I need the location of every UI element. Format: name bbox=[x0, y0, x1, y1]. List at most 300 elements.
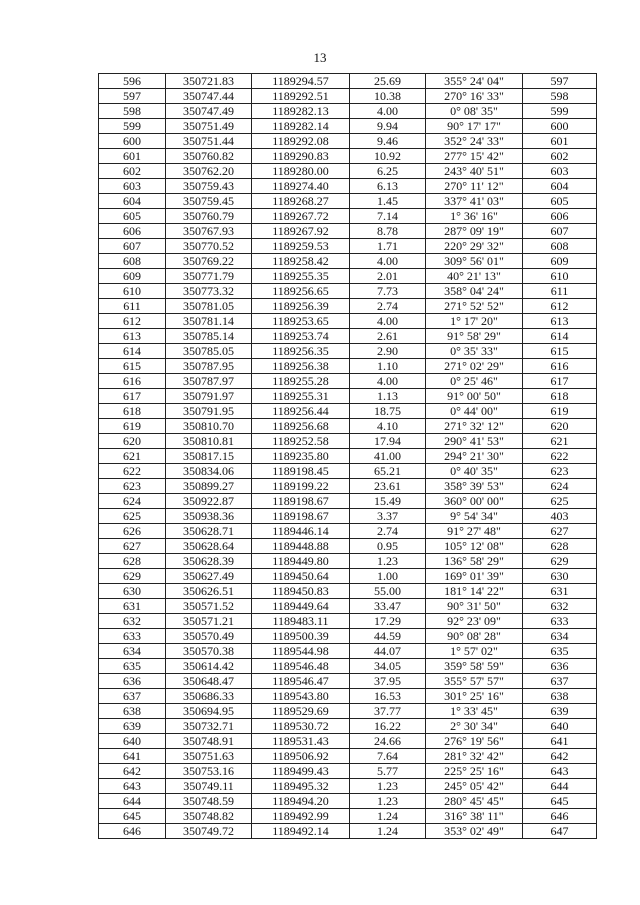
y-coordinate-cell: 1189294.57 bbox=[252, 74, 350, 89]
table-row bbox=[99, 764, 597, 779]
point-from-cell: 631 bbox=[99, 599, 166, 614]
point-from-cell: 623 bbox=[99, 479, 166, 494]
point-to-cell: 635 bbox=[523, 644, 597, 659]
distance-cell: 16.53 bbox=[350, 689, 426, 704]
table-row bbox=[99, 599, 597, 614]
bearing-cell: 40° 21' 13" bbox=[426, 269, 523, 284]
point-to-cell: 602 bbox=[523, 149, 597, 164]
distance-cell: 1.45 bbox=[350, 194, 426, 209]
y-coordinate-cell: 1189198.45 bbox=[252, 464, 350, 479]
y-coordinate-cell: 1189253.65 bbox=[252, 314, 350, 329]
point-to-cell: 641 bbox=[523, 734, 597, 749]
table-row bbox=[99, 719, 597, 734]
point-from-cell: 612 bbox=[99, 314, 166, 329]
distance-cell: 2.61 bbox=[350, 329, 426, 344]
table-row bbox=[99, 224, 597, 239]
table-row bbox=[99, 134, 597, 149]
point-to-cell: 621 bbox=[523, 434, 597, 449]
point-to-cell: 633 bbox=[523, 614, 597, 629]
y-coordinate-cell: 1189492.99 bbox=[252, 809, 350, 824]
y-coordinate-cell: 1189256.38 bbox=[252, 359, 350, 374]
bearing-cell: 360° 00' 00" bbox=[426, 494, 523, 509]
y-coordinate-cell: 1189256.65 bbox=[252, 284, 350, 299]
bearing-cell: 105° 12' 08" bbox=[426, 539, 523, 554]
point-to-cell: 598 bbox=[523, 89, 597, 104]
table-row bbox=[99, 509, 597, 524]
y-coordinate-cell: 1189267.92 bbox=[252, 224, 350, 239]
bearing-cell: 290° 41' 53" bbox=[426, 434, 523, 449]
x-coordinate-cell: 350614.42 bbox=[166, 659, 252, 674]
point-to-cell: 614 bbox=[523, 329, 597, 344]
bearing-cell: 0° 40' 35" bbox=[426, 464, 523, 479]
point-from-cell: 600 bbox=[99, 134, 166, 149]
distance-cell: 33.47 bbox=[350, 599, 426, 614]
y-coordinate-cell: 1189252.58 bbox=[252, 434, 350, 449]
x-coordinate-cell: 350749.72 bbox=[166, 824, 252, 839]
x-coordinate-cell: 350751.63 bbox=[166, 749, 252, 764]
x-coordinate-cell: 350571.21 bbox=[166, 614, 252, 629]
point-to-cell: 600 bbox=[523, 119, 597, 134]
bearing-cell: 316° 38' 11" bbox=[426, 809, 523, 824]
table-row bbox=[99, 344, 597, 359]
bearing-cell: 91° 00' 50" bbox=[426, 389, 523, 404]
x-coordinate-cell: 350781.05 bbox=[166, 299, 252, 314]
point-from-cell: 626 bbox=[99, 524, 166, 539]
distance-cell: 10.92 bbox=[350, 149, 426, 164]
distance-cell: 2.74 bbox=[350, 299, 426, 314]
x-coordinate-cell: 350787.95 bbox=[166, 359, 252, 374]
distance-cell: 1.24 bbox=[350, 809, 426, 824]
distance-cell: 2.74 bbox=[350, 524, 426, 539]
survey-coordinates-table bbox=[98, 73, 597, 839]
x-coordinate-cell: 350628.39 bbox=[166, 554, 252, 569]
point-from-cell: 608 bbox=[99, 254, 166, 269]
distance-cell: 1.23 bbox=[350, 554, 426, 569]
bearing-cell: 287° 09' 19" bbox=[426, 224, 523, 239]
y-coordinate-cell: 1189543.80 bbox=[252, 689, 350, 704]
distance-cell: 1.00 bbox=[350, 569, 426, 584]
distance-cell: 1.13 bbox=[350, 389, 426, 404]
distance-cell: 17.94 bbox=[350, 434, 426, 449]
x-coordinate-cell: 350759.45 bbox=[166, 194, 252, 209]
bearing-cell: 355° 57' 57" bbox=[426, 674, 523, 689]
x-coordinate-cell: 350791.95 bbox=[166, 404, 252, 419]
x-coordinate-cell: 350748.91 bbox=[166, 734, 252, 749]
distance-cell: 44.59 bbox=[350, 629, 426, 644]
distance-cell: 6.13 bbox=[350, 179, 426, 194]
table-row bbox=[99, 389, 597, 404]
y-coordinate-cell: 1189198.67 bbox=[252, 509, 350, 524]
point-to-cell: 640 bbox=[523, 719, 597, 734]
point-to-cell: 636 bbox=[523, 659, 597, 674]
table-row bbox=[99, 209, 597, 224]
table-row bbox=[99, 569, 597, 584]
bearing-cell: 169° 01' 39" bbox=[426, 569, 523, 584]
x-coordinate-cell: 350762.20 bbox=[166, 164, 252, 179]
bearing-cell: 9° 54' 34" bbox=[426, 509, 523, 524]
bearing-cell: 309° 56' 01" bbox=[426, 254, 523, 269]
distance-cell: 4.00 bbox=[350, 314, 426, 329]
table-row bbox=[99, 749, 597, 764]
point-from-cell: 638 bbox=[99, 704, 166, 719]
y-coordinate-cell: 1189255.28 bbox=[252, 374, 350, 389]
point-from-cell: 622 bbox=[99, 464, 166, 479]
table-row bbox=[99, 269, 597, 284]
point-from-cell: 639 bbox=[99, 719, 166, 734]
point-to-cell: 623 bbox=[523, 464, 597, 479]
point-from-cell: 601 bbox=[99, 149, 166, 164]
y-coordinate-cell: 1189494.20 bbox=[252, 794, 350, 809]
y-coordinate-cell: 1189492.14 bbox=[252, 824, 350, 839]
distance-cell: 25.69 bbox=[350, 74, 426, 89]
point-to-cell: 632 bbox=[523, 599, 597, 614]
point-to-cell: 597 bbox=[523, 74, 597, 89]
point-from-cell: 596 bbox=[99, 74, 166, 89]
table-row bbox=[99, 584, 597, 599]
distance-cell: 34.05 bbox=[350, 659, 426, 674]
point-from-cell: 613 bbox=[99, 329, 166, 344]
point-to-cell: 613 bbox=[523, 314, 597, 329]
distance-cell: 4.00 bbox=[350, 254, 426, 269]
bearing-cell: 359° 58' 59" bbox=[426, 659, 523, 674]
x-coordinate-cell: 350732.71 bbox=[166, 719, 252, 734]
point-from-cell: 605 bbox=[99, 209, 166, 224]
x-coordinate-cell: 350767.93 bbox=[166, 224, 252, 239]
y-coordinate-cell: 1189199.22 bbox=[252, 479, 350, 494]
point-from-cell: 636 bbox=[99, 674, 166, 689]
x-coordinate-cell: 350694.95 bbox=[166, 704, 252, 719]
bearing-cell: 271° 52' 52" bbox=[426, 299, 523, 314]
table-row bbox=[99, 434, 597, 449]
point-from-cell: 628 bbox=[99, 554, 166, 569]
point-to-cell: 622 bbox=[523, 449, 597, 464]
bearing-cell: 271° 32' 12" bbox=[426, 419, 523, 434]
y-coordinate-cell: 1189499.43 bbox=[252, 764, 350, 779]
distance-cell: 44.07 bbox=[350, 644, 426, 659]
point-from-cell: 640 bbox=[99, 734, 166, 749]
point-to-cell: 617 bbox=[523, 374, 597, 389]
table-row bbox=[99, 359, 597, 374]
table-row bbox=[99, 809, 597, 824]
y-coordinate-cell: 1189446.14 bbox=[252, 524, 350, 539]
x-coordinate-cell: 350810.70 bbox=[166, 419, 252, 434]
x-coordinate-cell: 350834.06 bbox=[166, 464, 252, 479]
point-from-cell: 635 bbox=[99, 659, 166, 674]
point-to-cell: 615 bbox=[523, 344, 597, 359]
bearing-cell: 294° 21' 30" bbox=[426, 449, 523, 464]
distance-cell: 10.38 bbox=[350, 89, 426, 104]
distance-cell: 17.29 bbox=[350, 614, 426, 629]
table-row bbox=[99, 119, 597, 134]
point-to-cell: 616 bbox=[523, 359, 597, 374]
x-coordinate-cell: 350938.36 bbox=[166, 509, 252, 524]
point-from-cell: 597 bbox=[99, 89, 166, 104]
point-from-cell: 645 bbox=[99, 809, 166, 824]
point-to-cell: 630 bbox=[523, 569, 597, 584]
x-coordinate-cell: 350769.22 bbox=[166, 254, 252, 269]
point-to-cell: 607 bbox=[523, 224, 597, 239]
distance-cell: 2.01 bbox=[350, 269, 426, 284]
point-to-cell: 634 bbox=[523, 629, 597, 644]
point-from-cell: 634 bbox=[99, 644, 166, 659]
x-coordinate-cell: 350571.52 bbox=[166, 599, 252, 614]
y-coordinate-cell: 1189256.39 bbox=[252, 299, 350, 314]
point-to-cell: 609 bbox=[523, 254, 597, 269]
distance-cell: 18.75 bbox=[350, 404, 426, 419]
bearing-cell: 1° 36' 16" bbox=[426, 209, 523, 224]
table-row bbox=[99, 674, 597, 689]
bearing-cell: 276° 19' 56" bbox=[426, 734, 523, 749]
point-from-cell: 642 bbox=[99, 764, 166, 779]
bearing-cell: 91° 58' 29" bbox=[426, 329, 523, 344]
table-row bbox=[99, 164, 597, 179]
y-coordinate-cell: 1189268.27 bbox=[252, 194, 350, 209]
table-row bbox=[99, 614, 597, 629]
y-coordinate-cell: 1189546.48 bbox=[252, 659, 350, 674]
y-coordinate-cell: 1189235.80 bbox=[252, 449, 350, 464]
y-coordinate-cell: 1189546.47 bbox=[252, 674, 350, 689]
point-from-cell: 632 bbox=[99, 614, 166, 629]
distance-cell: 7.73 bbox=[350, 284, 426, 299]
bearing-cell: 1° 57' 02" bbox=[426, 644, 523, 659]
bearing-cell: 353° 02' 49" bbox=[426, 824, 523, 839]
bearing-cell: 90° 31' 50" bbox=[426, 599, 523, 614]
bearing-cell: 355° 24' 04" bbox=[426, 74, 523, 89]
y-coordinate-cell: 1189267.72 bbox=[252, 209, 350, 224]
distance-cell: 1.24 bbox=[350, 824, 426, 839]
point-to-cell: 624 bbox=[523, 479, 597, 494]
point-to-cell: 647 bbox=[523, 824, 597, 839]
point-from-cell: 599 bbox=[99, 119, 166, 134]
distance-cell: 23.61 bbox=[350, 479, 426, 494]
x-coordinate-cell: 350748.82 bbox=[166, 809, 252, 824]
x-coordinate-cell: 350626.51 bbox=[166, 584, 252, 599]
x-coordinate-cell: 350749.11 bbox=[166, 779, 252, 794]
point-from-cell: 630 bbox=[99, 584, 166, 599]
distance-cell: 0.95 bbox=[350, 539, 426, 554]
table-row bbox=[99, 554, 597, 569]
table-row bbox=[99, 629, 597, 644]
point-from-cell: 609 bbox=[99, 269, 166, 284]
table-row bbox=[99, 299, 597, 314]
bearing-cell: 277° 15' 42" bbox=[426, 149, 523, 164]
table-row bbox=[99, 254, 597, 269]
y-coordinate-cell: 1189495.32 bbox=[252, 779, 350, 794]
x-coordinate-cell: 350648.47 bbox=[166, 674, 252, 689]
point-from-cell: 621 bbox=[99, 449, 166, 464]
point-to-cell: 628 bbox=[523, 539, 597, 554]
table-row bbox=[99, 464, 597, 479]
y-coordinate-cell: 1189544.98 bbox=[252, 644, 350, 659]
bearing-cell: 358° 39' 53" bbox=[426, 479, 523, 494]
table-row bbox=[99, 74, 597, 89]
point-from-cell: 619 bbox=[99, 419, 166, 434]
table-row bbox=[99, 524, 597, 539]
bearing-cell: 352° 24' 33" bbox=[426, 134, 523, 149]
bearing-cell: 0° 35' 33" bbox=[426, 344, 523, 359]
point-to-cell: 629 bbox=[523, 554, 597, 569]
point-from-cell: 646 bbox=[99, 824, 166, 839]
point-to-cell: 645 bbox=[523, 794, 597, 809]
distance-cell: 7.64 bbox=[350, 749, 426, 764]
y-coordinate-cell: 1189448.88 bbox=[252, 539, 350, 554]
bearing-cell: 281° 32' 42" bbox=[426, 749, 523, 764]
x-coordinate-cell: 350570.49 bbox=[166, 629, 252, 644]
bearing-cell: 358° 04' 24" bbox=[426, 284, 523, 299]
point-to-cell: 637 bbox=[523, 674, 597, 689]
distance-cell: 5.77 bbox=[350, 764, 426, 779]
table-row bbox=[99, 314, 597, 329]
point-from-cell: 616 bbox=[99, 374, 166, 389]
bearing-cell: 270° 16' 33" bbox=[426, 89, 523, 104]
distance-cell: 9.94 bbox=[350, 119, 426, 134]
point-to-cell: 618 bbox=[523, 389, 597, 404]
point-to-cell: 620 bbox=[523, 419, 597, 434]
point-from-cell: 643 bbox=[99, 779, 166, 794]
x-coordinate-cell: 350817.15 bbox=[166, 449, 252, 464]
bearing-cell: 92° 23' 09" bbox=[426, 614, 523, 629]
point-to-cell: 642 bbox=[523, 749, 597, 764]
point-from-cell: 607 bbox=[99, 239, 166, 254]
point-from-cell: 617 bbox=[99, 389, 166, 404]
bearing-cell: 271° 02' 29" bbox=[426, 359, 523, 374]
point-from-cell: 629 bbox=[99, 569, 166, 584]
y-coordinate-cell: 1189450.64 bbox=[252, 569, 350, 584]
distance-cell: 4.10 bbox=[350, 419, 426, 434]
distance-cell: 37.77 bbox=[350, 704, 426, 719]
point-from-cell: 618 bbox=[99, 404, 166, 419]
x-coordinate-cell: 350773.32 bbox=[166, 284, 252, 299]
point-from-cell: 604 bbox=[99, 194, 166, 209]
point-to-cell: 611 bbox=[523, 284, 597, 299]
point-from-cell: 603 bbox=[99, 179, 166, 194]
x-coordinate-cell: 350748.59 bbox=[166, 794, 252, 809]
point-from-cell: 644 bbox=[99, 794, 166, 809]
distance-cell: 7.14 bbox=[350, 209, 426, 224]
table-row bbox=[99, 194, 597, 209]
bearing-cell: 0° 44' 00" bbox=[426, 404, 523, 419]
table-row bbox=[99, 239, 597, 254]
bearing-cell: 0° 08' 35" bbox=[426, 104, 523, 119]
x-coordinate-cell: 350570.38 bbox=[166, 644, 252, 659]
point-from-cell: 620 bbox=[99, 434, 166, 449]
table-row bbox=[99, 779, 597, 794]
point-from-cell: 624 bbox=[99, 494, 166, 509]
point-from-cell: 610 bbox=[99, 284, 166, 299]
x-coordinate-cell: 350781.14 bbox=[166, 314, 252, 329]
point-to-cell: 601 bbox=[523, 134, 597, 149]
point-from-cell: 637 bbox=[99, 689, 166, 704]
y-coordinate-cell: 1189259.53 bbox=[252, 239, 350, 254]
point-from-cell: 611 bbox=[99, 299, 166, 314]
y-coordinate-cell: 1189280.00 bbox=[252, 164, 350, 179]
table-row bbox=[99, 539, 597, 554]
x-coordinate-cell: 350751.44 bbox=[166, 134, 252, 149]
table-row bbox=[99, 479, 597, 494]
x-coordinate-cell: 350747.49 bbox=[166, 104, 252, 119]
y-coordinate-cell: 1189530.72 bbox=[252, 719, 350, 734]
y-coordinate-cell: 1189292.51 bbox=[252, 89, 350, 104]
bearing-cell: 245° 05' 42" bbox=[426, 779, 523, 794]
table-row bbox=[99, 374, 597, 389]
point-to-cell: 625 bbox=[523, 494, 597, 509]
x-coordinate-cell: 350787.97 bbox=[166, 374, 252, 389]
table-row bbox=[99, 824, 597, 839]
point-to-cell: 639 bbox=[523, 704, 597, 719]
table-row bbox=[99, 659, 597, 674]
table-row bbox=[99, 149, 597, 164]
y-coordinate-cell: 1189506.92 bbox=[252, 749, 350, 764]
bearing-cell: 136° 58' 29" bbox=[426, 554, 523, 569]
table-row bbox=[99, 329, 597, 344]
page-number: 13 bbox=[313, 50, 327, 65]
point-to-cell: 608 bbox=[523, 239, 597, 254]
bearing-cell: 1° 33' 45" bbox=[426, 704, 523, 719]
y-coordinate-cell: 1189282.13 bbox=[252, 104, 350, 119]
table-row bbox=[99, 419, 597, 434]
bearing-cell: 243° 40' 51" bbox=[426, 164, 523, 179]
point-from-cell: 614 bbox=[99, 344, 166, 359]
point-from-cell: 615 bbox=[99, 359, 166, 374]
distance-cell: 65.21 bbox=[350, 464, 426, 479]
point-to-cell: 606 bbox=[523, 209, 597, 224]
distance-cell: 3.37 bbox=[350, 509, 426, 524]
table-row bbox=[99, 494, 597, 509]
distance-cell: 1.10 bbox=[350, 359, 426, 374]
y-coordinate-cell: 1189449.80 bbox=[252, 554, 350, 569]
y-coordinate-cell: 1189274.40 bbox=[252, 179, 350, 194]
x-coordinate-cell: 350791.97 bbox=[166, 389, 252, 404]
x-coordinate-cell: 350899.27 bbox=[166, 479, 252, 494]
point-to-cell: 638 bbox=[523, 689, 597, 704]
point-from-cell: 606 bbox=[99, 224, 166, 239]
distance-cell: 2.90 bbox=[350, 344, 426, 359]
y-coordinate-cell: 1189290.83 bbox=[252, 149, 350, 164]
x-coordinate-cell: 350628.64 bbox=[166, 539, 252, 554]
distance-cell: 16.22 bbox=[350, 719, 426, 734]
point-from-cell: 598 bbox=[99, 104, 166, 119]
bearing-cell: 181° 14' 22" bbox=[426, 584, 523, 599]
table-row bbox=[99, 104, 597, 119]
point-to-cell: 643 bbox=[523, 764, 597, 779]
bearing-cell: 91° 27' 48" bbox=[426, 524, 523, 539]
y-coordinate-cell: 1189253.74 bbox=[252, 329, 350, 344]
bearing-cell: 270° 11' 12" bbox=[426, 179, 523, 194]
y-coordinate-cell: 1189449.64 bbox=[252, 599, 350, 614]
distance-cell: 1.23 bbox=[350, 794, 426, 809]
y-coordinate-cell: 1189531.43 bbox=[252, 734, 350, 749]
x-coordinate-cell: 350747.44 bbox=[166, 89, 252, 104]
x-coordinate-cell: 350751.49 bbox=[166, 119, 252, 134]
bearing-cell: 225° 25' 16" bbox=[426, 764, 523, 779]
bearing-cell: 280° 45' 45" bbox=[426, 794, 523, 809]
bearing-cell: 0° 25' 46" bbox=[426, 374, 523, 389]
y-coordinate-cell: 1189292.08 bbox=[252, 134, 350, 149]
table-row bbox=[99, 689, 597, 704]
y-coordinate-cell: 1189529.69 bbox=[252, 704, 350, 719]
table-row bbox=[99, 179, 597, 194]
distance-cell: 4.00 bbox=[350, 104, 426, 119]
x-coordinate-cell: 350770.52 bbox=[166, 239, 252, 254]
x-coordinate-cell: 350785.05 bbox=[166, 344, 252, 359]
table-row bbox=[99, 404, 597, 419]
table-row bbox=[99, 284, 597, 299]
y-coordinate-cell: 1189483.11 bbox=[252, 614, 350, 629]
bearing-cell: 220° 29' 32" bbox=[426, 239, 523, 254]
bearing-cell: 337° 41' 03" bbox=[426, 194, 523, 209]
bearing-cell: 90° 08' 28" bbox=[426, 629, 523, 644]
y-coordinate-cell: 1189198.67 bbox=[252, 494, 350, 509]
